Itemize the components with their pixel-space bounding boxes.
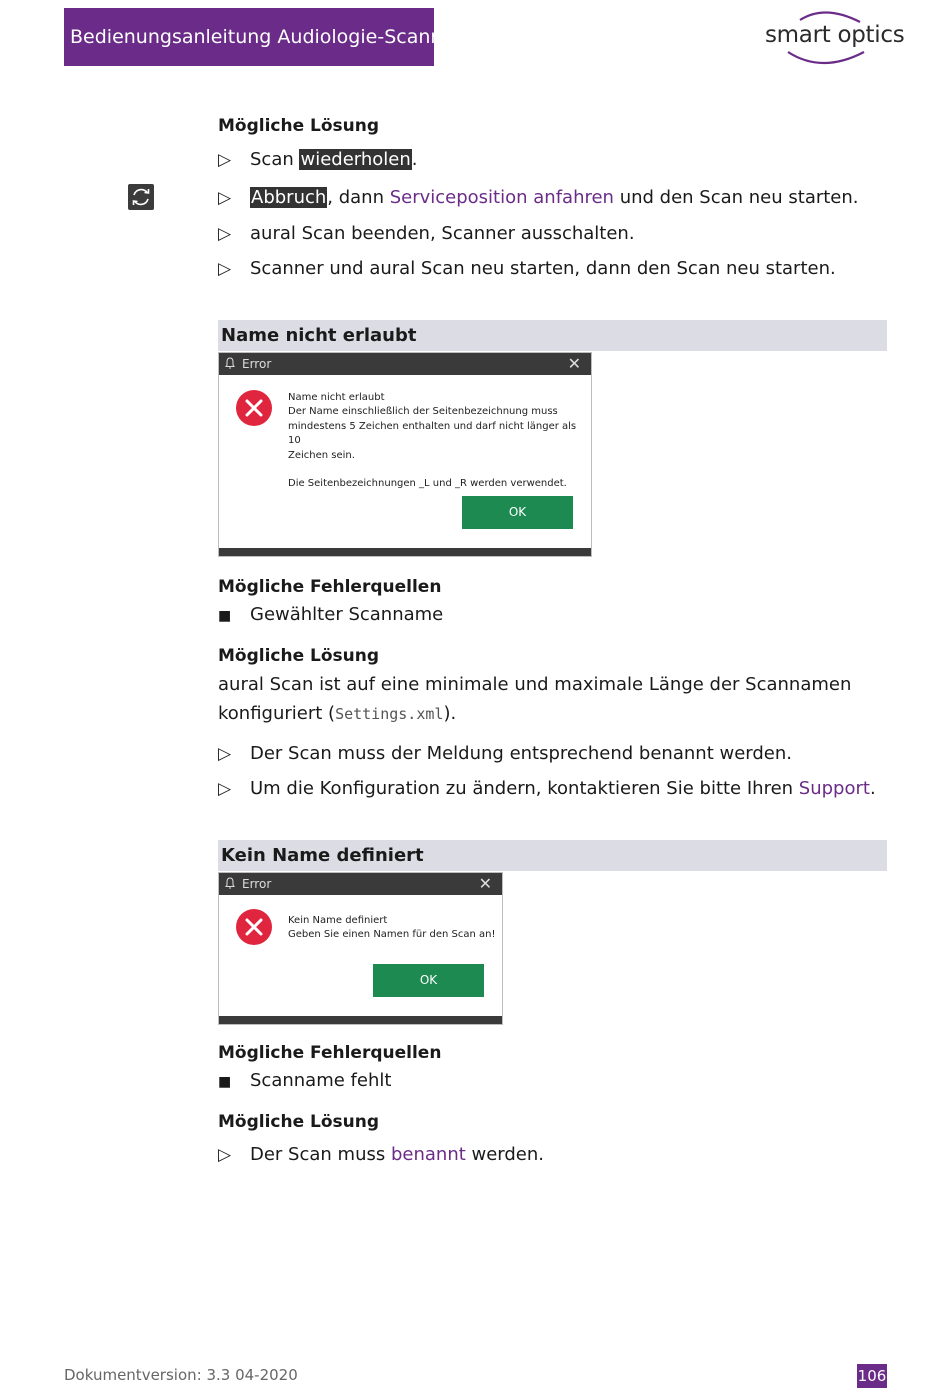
- ok-button[interactable]: OK: [462, 496, 573, 529]
- triangle-bullet-icon: ▷: [218, 259, 232, 279]
- ok-button[interactable]: OK: [373, 964, 484, 997]
- step-rename: ▷ Der Scan muss der Meldung entsprechend benannt werden.: [218, 743, 792, 764]
- bell-icon: [225, 877, 235, 889]
- link-support[interactable]: Support: [798, 778, 870, 799]
- square-bullet-icon: ■: [218, 608, 232, 624]
- error-icon: [236, 909, 272, 945]
- config-filename: Settings.xml: [335, 705, 444, 723]
- dialog-bottom-bar: [219, 548, 591, 556]
- dialog-title: Error: [242, 877, 272, 891]
- triangle-bullet-icon: ▷: [218, 779, 232, 799]
- close-icon[interactable]: ✕: [478, 874, 492, 893]
- section-title-name-not-allowed: Name nicht erlaubt: [218, 320, 887, 351]
- page-number: 106: [857, 1364, 887, 1388]
- solution-paragraph: aural Scan ist auf eine minimale und maximale Länge der Scannamen konfiguriert (Settings.xml).: [218, 674, 852, 724]
- link-benannt[interactable]: benannt: [390, 1144, 466, 1165]
- bell-icon: [225, 357, 235, 369]
- triangle-bullet-icon: ▷: [218, 150, 232, 170]
- triangle-bullet-icon: ▷: [218, 188, 232, 208]
- error-dialog-no-name: [218, 872, 503, 1025]
- triangle-bullet-icon: ▷: [218, 1145, 232, 1165]
- solution-heading: Mögliche Lösung: [218, 646, 380, 666]
- error-dialog-name-not-allowed: [218, 352, 592, 557]
- step-abort: ▷ Abbruch, dann Serviceposition anfahren und den Scan neu starten.: [218, 187, 859, 208]
- logo-text: smart optics: [765, 22, 905, 48]
- step-contact-support: ▷ Um die Konfiguration zu ändern, kontaktieren Sie bitte Ihren Support.: [218, 778, 876, 799]
- step-quit: ▷ aural Scan beenden, Scanner ausschalten.: [218, 223, 635, 244]
- dialog-titlebar: [219, 353, 591, 375]
- list-item: ■ Scanname fehlt: [218, 1070, 392, 1091]
- dialog-message: Kein Name definiert Geben Sie einen Namen für den Scan an!: [288, 915, 496, 941]
- document-version: Dokumentversion: 3.3 04-2020: [64, 1366, 298, 1384]
- triangle-bullet-icon: ▷: [218, 744, 232, 764]
- dialog-title: Error: [242, 357, 272, 371]
- triangle-bullet-icon: ▷: [218, 224, 232, 244]
- header-title: Bedienungsanleitung Audiologie-Scanner: [64, 8, 434, 66]
- square-bullet-icon: ■: [218, 1074, 232, 1090]
- error-sources-heading: Mögliche Fehlerquellen: [218, 577, 442, 597]
- error-sources-heading: Mögliche Fehlerquellen: [218, 1043, 442, 1063]
- solution-heading: Mögliche Lösung: [218, 116, 380, 136]
- error-icon: [236, 390, 272, 426]
- list-item: ■ Gewählter Scanname: [218, 604, 444, 625]
- step-restart: ▷ Scanner und aural Scan neu starten, dann den Scan neu starten.: [218, 258, 836, 279]
- section-title-no-name: Kein Name definiert: [218, 840, 887, 871]
- button-label-abort: Abbruch: [251, 187, 327, 208]
- solution-heading: Mögliche Lösung: [218, 1112, 380, 1132]
- link-serviceposition[interactable]: Serviceposition anfahren: [389, 187, 614, 208]
- dialog-titlebar: [219, 873, 502, 895]
- button-label-repeat: wiederholen: [300, 149, 411, 170]
- dialog-message: Name nicht erlaubt Der Name einschließlich der Seitenbezeichnung muss mindestens 5 Zeichen enthalten und darf nicht länger als 10 Zeichen sein. Die Seitenbezeichnungen _L und _R werden verwendet.: [288, 392, 577, 490]
- close-icon[interactable]: ✕: [567, 354, 581, 373]
- step-name-scan: ▷ Der Scan muss benannt werden.: [218, 1144, 545, 1165]
- step-repeat-scan: ▷ Scan wiederholen.: [218, 149, 418, 170]
- dialog-bottom-bar: [219, 1016, 502, 1024]
- sync-icon: [128, 184, 154, 210]
- smart-optics-logo: [760, 8, 905, 68]
